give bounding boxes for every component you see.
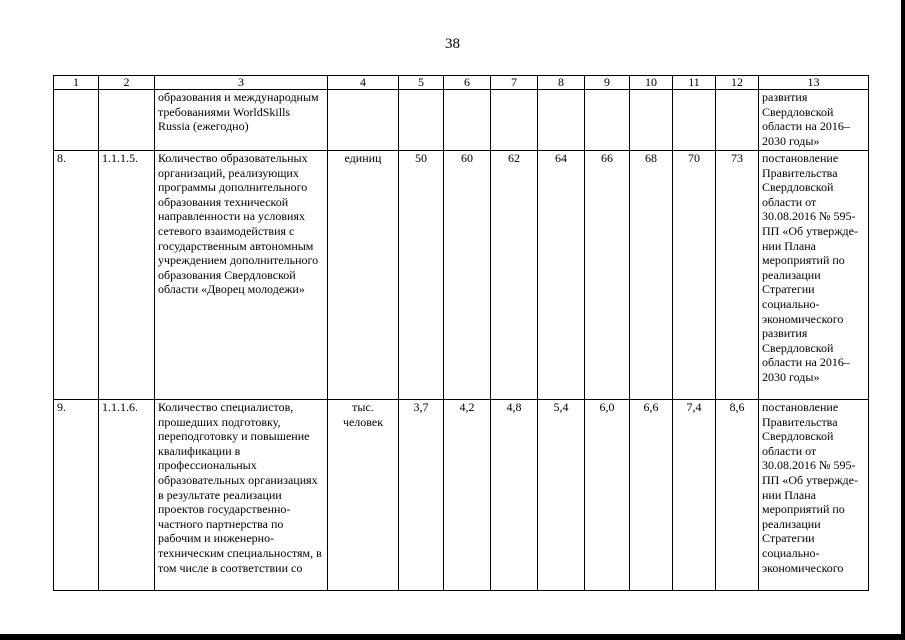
value-cell xyxy=(716,90,759,151)
indicator-name-cell: Количество специалистов, прошедших подготовку, переподготовку и повышение квалификации в профессиональных образовательных организациях в результате реализации проектов государственно-частного партнерства по рабочим и инженерно-техническим специальностям, в том числе в соответствии со xyxy=(155,400,328,591)
value-cell xyxy=(399,90,444,151)
table-header-row xyxy=(54,76,869,90)
value-cell: 8,6 xyxy=(716,400,759,591)
value-cell: 66 xyxy=(585,151,630,400)
value-cell: 3,7 xyxy=(399,400,444,591)
value-cell: 50 xyxy=(399,151,444,400)
value-cell: 73 xyxy=(716,151,759,400)
indicator-table xyxy=(53,75,869,591)
column-header: 1 xyxy=(54,76,99,90)
row-number-cell: 9. xyxy=(54,400,99,591)
row-number-cell xyxy=(54,90,99,151)
row-number-cell: 8. xyxy=(54,151,99,400)
column-header: 7 xyxy=(491,76,538,90)
value-cell: 68 xyxy=(630,151,673,400)
value-cell xyxy=(491,90,538,151)
column-header: 11 xyxy=(673,76,716,90)
column-header: 10 xyxy=(630,76,673,90)
column-header: 13 xyxy=(759,76,869,90)
indicator-name-cell: Количество образовательных организаций, реализующих программы дополнительного образования технической направленности на условиях сетевого взаимодействия с государственным автономным учреждением дополнительного образования Свердловской области «Дворец молодежи» xyxy=(155,151,328,400)
source-cell: развития Свердловской области на 2016–2030 годы» xyxy=(759,90,869,151)
value-cell: 6,0 xyxy=(585,400,630,591)
value-cell: 60 xyxy=(444,151,491,400)
row-code-cell: 1.1.1.5. xyxy=(99,151,155,400)
value-cell xyxy=(538,90,585,151)
value-cell: 4,2 xyxy=(444,400,491,591)
table-row-continuation xyxy=(54,90,869,151)
value-cell: 7,4 xyxy=(673,400,716,591)
column-header: 3 xyxy=(155,76,328,90)
source-cell: постановление Правительства Свердловской области от 30.08.2016 № 595-ПП «Об утвержде-нии Плана мероприятий по реализации Стратегии социально-экономического развития Свердловской области на 2016–2030 годы» xyxy=(759,151,869,400)
value-cell xyxy=(673,90,716,151)
scan-edge-bottom xyxy=(0,634,905,640)
scan-edge-right xyxy=(901,0,905,640)
value-cell: 64 xyxy=(538,151,585,400)
page-number: 38 xyxy=(445,36,460,52)
column-header: 6 xyxy=(444,76,491,90)
column-header: 12 xyxy=(716,76,759,90)
unit-cell xyxy=(328,90,399,151)
row-code-cell xyxy=(99,90,155,151)
unit-cell: единиц xyxy=(328,151,399,400)
unit-cell: тыс. человек xyxy=(328,400,399,591)
column-header: 8 xyxy=(538,76,585,90)
value-cell xyxy=(585,90,630,151)
value-cell: 4,8 xyxy=(491,400,538,591)
value-cell: 5,4 xyxy=(538,400,585,591)
table-row xyxy=(54,400,869,591)
table-row xyxy=(54,151,869,400)
value-cell: 62 xyxy=(491,151,538,400)
value-cell xyxy=(444,90,491,151)
value-cell: 70 xyxy=(673,151,716,400)
value-cell: 6,6 xyxy=(630,400,673,591)
row-code-cell: 1.1.1.6. xyxy=(99,400,155,591)
column-header: 9 xyxy=(585,76,630,90)
column-header: 4 xyxy=(328,76,399,90)
indicator-name-cell: образования и международным требованиями WorldSkills Russia (ежегодно) xyxy=(155,90,328,151)
source-cell: постановление Правительства Свердловской области от 30.08.2016 № 595-ПП «Об утвержде-нии Плана мероприятий по реализации Стратегии социально-экономического xyxy=(759,400,869,591)
column-header: 2 xyxy=(99,76,155,90)
value-cell xyxy=(630,90,673,151)
column-header: 5 xyxy=(399,76,444,90)
